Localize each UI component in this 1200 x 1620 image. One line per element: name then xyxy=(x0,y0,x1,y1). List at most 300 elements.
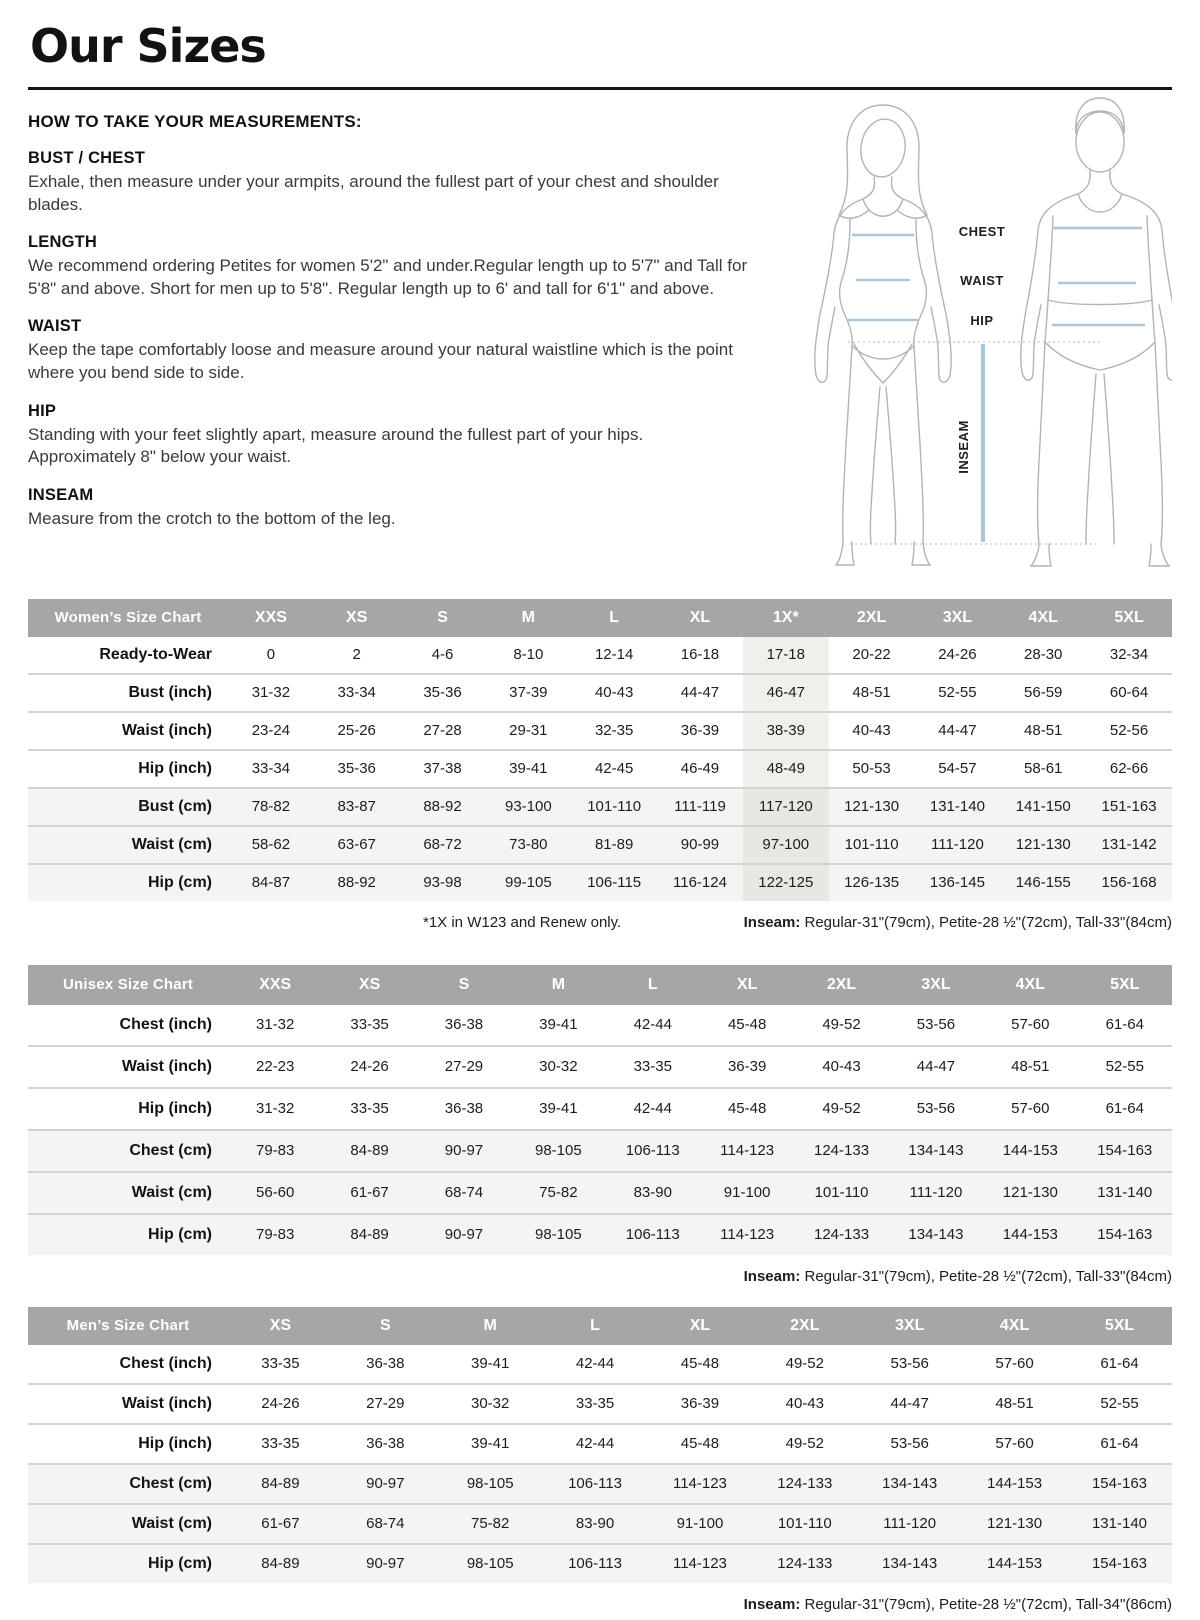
table-row xyxy=(28,864,1172,901)
size-cell: 154-163 xyxy=(1097,1226,1153,1244)
size-cell: 79-83 xyxy=(256,1226,295,1244)
footnote-inseam xyxy=(744,914,1172,931)
row-label: Hip (cm) xyxy=(148,1225,212,1243)
size-cell: 33-34 xyxy=(251,760,291,778)
size-cell: 0 xyxy=(266,646,276,664)
size-cell: 39-41 xyxy=(471,1355,510,1373)
size-cell: 144-153 xyxy=(987,1555,1043,1573)
measurement-instructions xyxy=(28,90,770,530)
size-cell: 93-98 xyxy=(423,874,462,892)
body-measurement-illustration xyxy=(790,92,1172,572)
column-header: 2XL xyxy=(752,1307,857,1345)
size-cell: 98-105 xyxy=(535,1226,582,1244)
size-cell: 114-123 xyxy=(720,1226,775,1244)
size-cell: 52-56 xyxy=(1109,722,1149,740)
footnote-inseam-text: Regular-31"(79cm), Petite-28 ½"(72cm), Tall-33"(84cm) xyxy=(800,1267,1172,1285)
measurements-section xyxy=(28,90,1172,577)
size-cell: 154-163 xyxy=(1091,1555,1148,1573)
size-cell: 121-130 xyxy=(987,1515,1043,1533)
size-cell: 25-26 xyxy=(337,722,376,740)
table-title: Men’s Size Chart xyxy=(28,1307,228,1345)
size-table-grid xyxy=(28,965,1172,1255)
row-label: Bust (cm) xyxy=(138,797,212,815)
row-label: Ready-to-Wear xyxy=(99,645,212,663)
size-cell: 93-100 xyxy=(504,798,552,816)
size-cell: 98-105 xyxy=(466,1555,514,1573)
table-row xyxy=(28,1088,1172,1130)
size-cell: 40-43 xyxy=(852,722,891,740)
size-cell: 53-56 xyxy=(916,1016,956,1034)
size-cell: 48-51 xyxy=(1011,1058,1050,1076)
table-row xyxy=(28,674,1172,712)
size-cell: 57-60 xyxy=(995,1355,1034,1373)
size-cell: 154-163 xyxy=(1091,1475,1148,1493)
size-cell: 151-163 xyxy=(1101,798,1157,816)
size-cell: 83-87 xyxy=(337,798,376,816)
unisex-size-chart xyxy=(28,965,1172,1285)
size-cell: 42-44 xyxy=(633,1016,672,1034)
size-cell: 57-60 xyxy=(995,1435,1034,1453)
size-cell: 45-48 xyxy=(680,1355,720,1373)
size-cell: 126-135 xyxy=(844,874,900,892)
hip-label: HIP xyxy=(970,312,994,328)
size-cell: 8-10 xyxy=(513,646,544,664)
size-cell: 16-18 xyxy=(680,646,720,664)
column-header: XL xyxy=(648,1307,753,1345)
size-cell: 90-97 xyxy=(366,1555,405,1573)
column-header: 1X* xyxy=(743,599,829,637)
column-header: 2XL xyxy=(829,599,915,637)
table-row xyxy=(28,1345,1172,1384)
instruction-section-heading: HIP xyxy=(28,401,57,420)
size-cell: 42-44 xyxy=(575,1435,615,1453)
table-row xyxy=(28,1046,1172,1088)
header-row xyxy=(28,599,1172,637)
size-cell: 154-163 xyxy=(1097,1142,1153,1160)
womens-size-chart xyxy=(28,599,1172,931)
size-cell: 52-55 xyxy=(938,684,977,702)
row-label: Waist (cm) xyxy=(131,1183,212,1201)
size-cell: 84-89 xyxy=(350,1142,389,1160)
size-cell: 30-32 xyxy=(471,1395,510,1413)
size-cell: 57-60 xyxy=(1011,1100,1050,1118)
page-title: Our Sizes xyxy=(30,19,266,73)
column-header: XS xyxy=(314,599,400,637)
size-cell: 91-100 xyxy=(676,1515,724,1533)
size-cell: 106-113 xyxy=(568,1555,623,1573)
size-cell: 40-43 xyxy=(594,684,634,702)
measurement-diagram xyxy=(790,90,1172,577)
size-cell: 98-105 xyxy=(466,1475,514,1493)
table-row xyxy=(28,712,1172,750)
size-cell: 79-83 xyxy=(256,1142,295,1160)
size-cell: 33-35 xyxy=(261,1355,300,1373)
size-cell: 90-97 xyxy=(444,1142,484,1160)
size-cell: 44-47 xyxy=(938,722,977,740)
size-cell: 61-64 xyxy=(1100,1355,1139,1373)
male-figure-outline xyxy=(1021,98,1172,566)
size-cell: 36-38 xyxy=(444,1016,484,1034)
size-cell: 106-113 xyxy=(568,1475,623,1493)
size-cell: 131-140 xyxy=(1097,1184,1153,1202)
size-cell: 46-49 xyxy=(680,760,720,778)
size-table-grid xyxy=(28,599,1172,901)
column-header: L xyxy=(543,1307,648,1345)
size-cell: 73-80 xyxy=(509,836,548,854)
column-header: 3XL xyxy=(889,965,983,1005)
size-cell: 53-56 xyxy=(890,1355,929,1373)
size-cell: 42-44 xyxy=(575,1355,615,1373)
instruction-section-body: Standing with your feet slightly apart, measure around the fullest part of your hips. Approximately 8" below your waist. xyxy=(28,424,644,467)
column-header: S xyxy=(400,599,486,637)
instruction-section-heading: INSEAM xyxy=(28,485,94,504)
instruction-section-heading: BUST / CHEST xyxy=(28,148,145,167)
column-header: 4XL xyxy=(962,1307,1067,1345)
size-cell: 144-153 xyxy=(1002,1142,1058,1160)
size-cell: 27-29 xyxy=(444,1058,484,1076)
instruction-section-heading: WAIST xyxy=(28,317,82,336)
column-header: S xyxy=(333,1307,438,1345)
size-cell: 48-51 xyxy=(852,684,891,702)
table-row xyxy=(28,1464,1172,1504)
table-row xyxy=(28,750,1172,788)
header-row xyxy=(28,965,1172,1005)
column-header: XS xyxy=(228,1307,333,1345)
size-cell: 39-41 xyxy=(471,1435,510,1453)
column-header: XL xyxy=(700,965,794,1005)
row-label: Hip (inch) xyxy=(138,1434,212,1452)
size-cell: 49-52 xyxy=(822,1100,861,1118)
size-cell: 31-32 xyxy=(251,684,291,702)
column-header: 4XL xyxy=(1000,599,1086,637)
size-cell: 36-39 xyxy=(727,1058,767,1076)
size-cell: 61-64 xyxy=(1100,1435,1139,1453)
size-cell: 48-51 xyxy=(995,1395,1034,1413)
size-cell: 68-74 xyxy=(366,1515,405,1533)
size-cell: 30-32 xyxy=(539,1058,578,1076)
footnote-inseam-label: Inseam: xyxy=(743,913,801,931)
size-table-grid xyxy=(28,1307,1172,1583)
size-cell: 24-26 xyxy=(350,1058,389,1076)
size-cell: 101-110 xyxy=(814,1184,869,1202)
mens-size-chart xyxy=(28,1307,1172,1613)
size-cell: 88-92 xyxy=(337,874,376,892)
size-cell: 114-123 xyxy=(720,1142,775,1160)
column-header: XXS xyxy=(228,965,322,1005)
size-cell: 106-115 xyxy=(587,874,642,892)
size-cell: 90-99 xyxy=(680,836,720,854)
size-cell: 33-34 xyxy=(337,684,376,702)
size-cell: 33-35 xyxy=(350,1016,389,1034)
dotted-reference-lines xyxy=(848,342,1100,544)
size-cell: 78-82 xyxy=(251,798,291,816)
size-cell: 36-39 xyxy=(680,722,720,740)
size-cell: 124-133 xyxy=(814,1142,870,1160)
size-cell: 48-51 xyxy=(1024,722,1063,740)
footnote-inseam xyxy=(744,1268,1172,1285)
size-cell: 48-49 xyxy=(743,750,829,788)
size-cell: 45-48 xyxy=(727,1100,767,1118)
size-cell: 62-66 xyxy=(1109,760,1149,778)
table-row xyxy=(28,1504,1172,1544)
size-cell: 39-41 xyxy=(539,1100,578,1118)
size-cell: 50-53 xyxy=(852,760,891,778)
footnote-inseam-text: Regular-31"(79cm), Petite-28 ½"(72cm), Tall-34"(86cm) xyxy=(800,1595,1172,1613)
size-cell: 33-35 xyxy=(575,1395,615,1413)
row-label: Waist (cm) xyxy=(131,835,212,853)
column-header: L xyxy=(571,599,657,637)
size-cell: 40-43 xyxy=(822,1058,861,1076)
column-header: S xyxy=(417,965,511,1005)
instruction-section-body: Measure from the crotch to the bottom of the leg. xyxy=(28,508,396,528)
size-cell: 111-120 xyxy=(909,1184,963,1202)
size-cell: 35-36 xyxy=(423,684,462,702)
size-cell: 60-64 xyxy=(1109,684,1149,702)
size-cell: 98-105 xyxy=(535,1142,582,1160)
table-row xyxy=(28,1172,1172,1214)
row-label: Chest (cm) xyxy=(129,1141,212,1159)
size-cell: 134-143 xyxy=(882,1475,938,1493)
female-figure-outline xyxy=(815,105,951,565)
size-cell: 31-32 xyxy=(256,1016,295,1034)
size-cell: 38-39 xyxy=(743,712,829,750)
size-cell: 84-87 xyxy=(251,874,291,892)
row-label: Bust (inch) xyxy=(128,683,212,701)
size-cell: 44-47 xyxy=(890,1395,929,1413)
footnote-inseam xyxy=(744,1596,1172,1613)
column-header: 5XL xyxy=(1086,599,1172,637)
column-header: 2XL xyxy=(794,965,888,1005)
size-cell: 121-130 xyxy=(1002,1184,1058,1202)
size-cell: 2 xyxy=(352,646,361,664)
size-cell: 84-89 xyxy=(350,1226,389,1244)
size-cell: 28-30 xyxy=(1024,646,1063,664)
size-cell: 131-142 xyxy=(1101,836,1157,854)
size-cell: 114-123 xyxy=(672,1475,727,1493)
table-row xyxy=(28,1130,1172,1172)
row-label: Waist (inch) xyxy=(121,721,212,739)
size-cell: 20-22 xyxy=(852,646,891,664)
size-cell: 53-56 xyxy=(890,1435,929,1453)
size-cell: 68-74 xyxy=(444,1184,484,1202)
column-header: 5XL xyxy=(1067,1307,1172,1345)
table-row xyxy=(28,826,1172,864)
size-cell: 75-82 xyxy=(539,1184,578,1202)
header-row xyxy=(28,1307,1172,1345)
size-cell: 39-41 xyxy=(539,1016,578,1034)
size-cell: 36-38 xyxy=(444,1100,484,1118)
table-row xyxy=(28,1544,1172,1583)
size-cell: 131-140 xyxy=(929,798,985,816)
instruction-section-body: Keep the tape comfortably loose and measure around your natural waistline which is the point where you bend side to side. xyxy=(28,340,733,382)
column-header: 4XL xyxy=(983,965,1077,1005)
table-title: Women’s Size Chart xyxy=(28,599,228,637)
table-row xyxy=(28,637,1172,674)
size-cell: 63-67 xyxy=(337,836,376,854)
row-label: Chest (inch) xyxy=(119,1354,212,1372)
size-cell: 32-35 xyxy=(594,722,634,740)
column-header: 5XL xyxy=(1078,965,1172,1005)
size-cell: 29-31 xyxy=(509,722,548,740)
size-cell: 36-38 xyxy=(366,1355,405,1373)
size-cell: 42-45 xyxy=(594,760,634,778)
instruction-section-body: Exhale, then measure under your armpits, around the fullest part of your chest and shoulder blades. xyxy=(28,171,719,214)
size-cell: 99-105 xyxy=(504,874,552,892)
size-cell: 58-61 xyxy=(1024,760,1063,778)
size-cell: 146-155 xyxy=(1015,874,1071,892)
size-cell: 68-72 xyxy=(423,836,462,854)
table-footnotes xyxy=(28,1596,1172,1613)
column-header: 3XL xyxy=(857,1307,962,1345)
size-cell: 61-64 xyxy=(1105,1100,1144,1118)
size-cell: 90-97 xyxy=(366,1475,405,1493)
size-cell: 156-168 xyxy=(1101,874,1157,892)
chest-label: CHEST xyxy=(958,223,1006,239)
waist-label: WAIST xyxy=(960,272,1004,288)
footnote-asterisk: *1X in W123 and Renew only. xyxy=(423,913,622,931)
size-cell: 61-67 xyxy=(350,1184,389,1202)
size-cell: 46-47 xyxy=(743,674,829,712)
size-cell: 124-133 xyxy=(814,1226,870,1244)
size-cell: 134-143 xyxy=(882,1555,938,1573)
size-cell: 45-48 xyxy=(680,1435,720,1453)
size-cell: 134-143 xyxy=(908,1226,964,1244)
size-cell: 97-100 xyxy=(743,826,829,864)
size-cell: 91-100 xyxy=(723,1184,771,1202)
size-cell: 36-39 xyxy=(680,1395,720,1413)
inseam-label: INSEAM xyxy=(956,420,971,474)
column-header: M xyxy=(438,1307,543,1345)
size-cell: 56-60 xyxy=(256,1184,295,1202)
table-row xyxy=(28,1424,1172,1464)
table-row xyxy=(28,788,1172,826)
table-row xyxy=(28,1384,1172,1424)
size-cell: 101-110 xyxy=(587,798,642,816)
row-label: Hip (inch) xyxy=(138,1099,212,1117)
size-cell: 57-60 xyxy=(1011,1016,1050,1034)
size-cell: 101-110 xyxy=(777,1515,832,1533)
row-label: Chest (inch) xyxy=(119,1015,212,1033)
size-cell: 49-52 xyxy=(785,1355,824,1373)
size-cell: 27-28 xyxy=(423,722,462,740)
size-cell: 116-124 xyxy=(673,874,727,892)
size-cell: 35-36 xyxy=(337,760,376,778)
size-cell: 111-120 xyxy=(883,1515,937,1533)
size-cell: 134-143 xyxy=(908,1142,964,1160)
size-cell: 17-18 xyxy=(743,637,829,674)
column-header: XS xyxy=(322,965,416,1005)
size-cell: 106-113 xyxy=(625,1226,680,1244)
size-cell: 84-89 xyxy=(261,1475,300,1493)
size-cell: 24-26 xyxy=(938,646,977,664)
row-label: Hip (inch) xyxy=(138,759,212,777)
size-cell: 111-119 xyxy=(674,798,726,816)
size-cell: 42-44 xyxy=(633,1100,672,1118)
size-cell: 81-89 xyxy=(594,836,634,854)
size-cell: 124-133 xyxy=(777,1475,833,1493)
table-footnotes xyxy=(28,1268,1172,1285)
size-cell: 61-67 xyxy=(261,1515,300,1533)
size-cell: 31-32 xyxy=(256,1100,295,1118)
row-label: Hip (cm) xyxy=(148,1554,212,1572)
size-cell: 83-90 xyxy=(633,1184,672,1202)
size-cell: 37-39 xyxy=(509,684,548,702)
row-label: Waist (cm) xyxy=(131,1514,212,1532)
size-cell: 101-110 xyxy=(844,836,899,854)
size-cell: 83-90 xyxy=(575,1515,615,1533)
size-cell: 37-38 xyxy=(423,760,462,778)
size-cell: 106-113 xyxy=(625,1142,680,1160)
column-header: L xyxy=(606,965,700,1005)
instruction-section-heading: LENGTH xyxy=(28,233,98,252)
size-cell: 45-48 xyxy=(727,1016,767,1034)
size-cell: 33-35 xyxy=(261,1435,300,1453)
size-cell: 122-125 xyxy=(743,864,829,901)
instruction-sections xyxy=(28,149,770,530)
row-label: Waist (inch) xyxy=(121,1394,212,1412)
table-footnotes xyxy=(28,914,1172,931)
size-cell: 111-120 xyxy=(930,836,984,854)
size-cell: 61-64 xyxy=(1105,1016,1144,1034)
size-cell: 44-47 xyxy=(680,684,720,702)
column-header: 3XL xyxy=(915,599,1001,637)
size-cell: 23-24 xyxy=(251,722,291,740)
size-cell: 136-145 xyxy=(929,874,985,892)
size-cell: 4-6 xyxy=(431,646,454,664)
size-cell: 121-130 xyxy=(1015,836,1071,854)
size-cell: 84-89 xyxy=(261,1555,300,1573)
size-cell: 56-59 xyxy=(1024,684,1063,702)
footnote-inseam-label: Inseam: xyxy=(743,1267,801,1285)
size-cell: 144-153 xyxy=(987,1475,1043,1493)
size-cell: 44-47 xyxy=(916,1058,956,1076)
size-cell: 24-26 xyxy=(261,1395,300,1413)
size-cell: 36-38 xyxy=(366,1435,405,1453)
size-cell: 114-123 xyxy=(672,1555,727,1573)
row-label: Hip (cm) xyxy=(148,873,212,891)
size-cell: 49-52 xyxy=(785,1435,824,1453)
size-cell: 117-120 xyxy=(743,788,829,826)
size-cell: 131-140 xyxy=(1091,1515,1148,1533)
column-header: XL xyxy=(657,599,743,637)
size-cell: 22-23 xyxy=(256,1058,295,1076)
size-guide-page xyxy=(0,20,1200,1613)
table-title: Unisex Size Chart xyxy=(28,965,228,1005)
footnote-inseam-text: Regular-31"(79cm), Petite-28 ½"(72cm), Tall-33"(84cm) xyxy=(800,913,1172,931)
column-header: M xyxy=(511,965,605,1005)
column-header: M xyxy=(485,599,571,637)
table-row xyxy=(28,1005,1172,1046)
size-cell: 90-97 xyxy=(444,1226,484,1244)
size-cell: 33-35 xyxy=(633,1058,672,1076)
row-label: Chest (cm) xyxy=(129,1474,212,1492)
size-cell: 49-52 xyxy=(822,1016,861,1034)
column-header: XXS xyxy=(228,599,314,637)
table-row xyxy=(28,1214,1172,1255)
footnote-inseam-label: Inseam: xyxy=(743,1595,801,1613)
size-cell: 39-41 xyxy=(509,760,548,778)
row-label: Waist (inch) xyxy=(121,1057,212,1075)
size-cell: 12-14 xyxy=(594,646,634,664)
size-cell: 52-55 xyxy=(1105,1058,1144,1076)
size-cell: 52-55 xyxy=(1100,1395,1139,1413)
size-cell: 124-133 xyxy=(777,1555,833,1573)
instruction-section-body: We recommend ordering Petites for women 5'2" and under.Regular length up to 5'7" and Tall for 5'8" and above. Short for men up to 5'8". Regular length up to 6' and tall for 6'1" and above. xyxy=(28,256,748,298)
size-cell: 144-153 xyxy=(1002,1226,1058,1244)
size-cell: 141-150 xyxy=(1015,798,1071,816)
size-cell: 32-34 xyxy=(1109,646,1149,664)
size-cell: 58-62 xyxy=(251,836,291,854)
